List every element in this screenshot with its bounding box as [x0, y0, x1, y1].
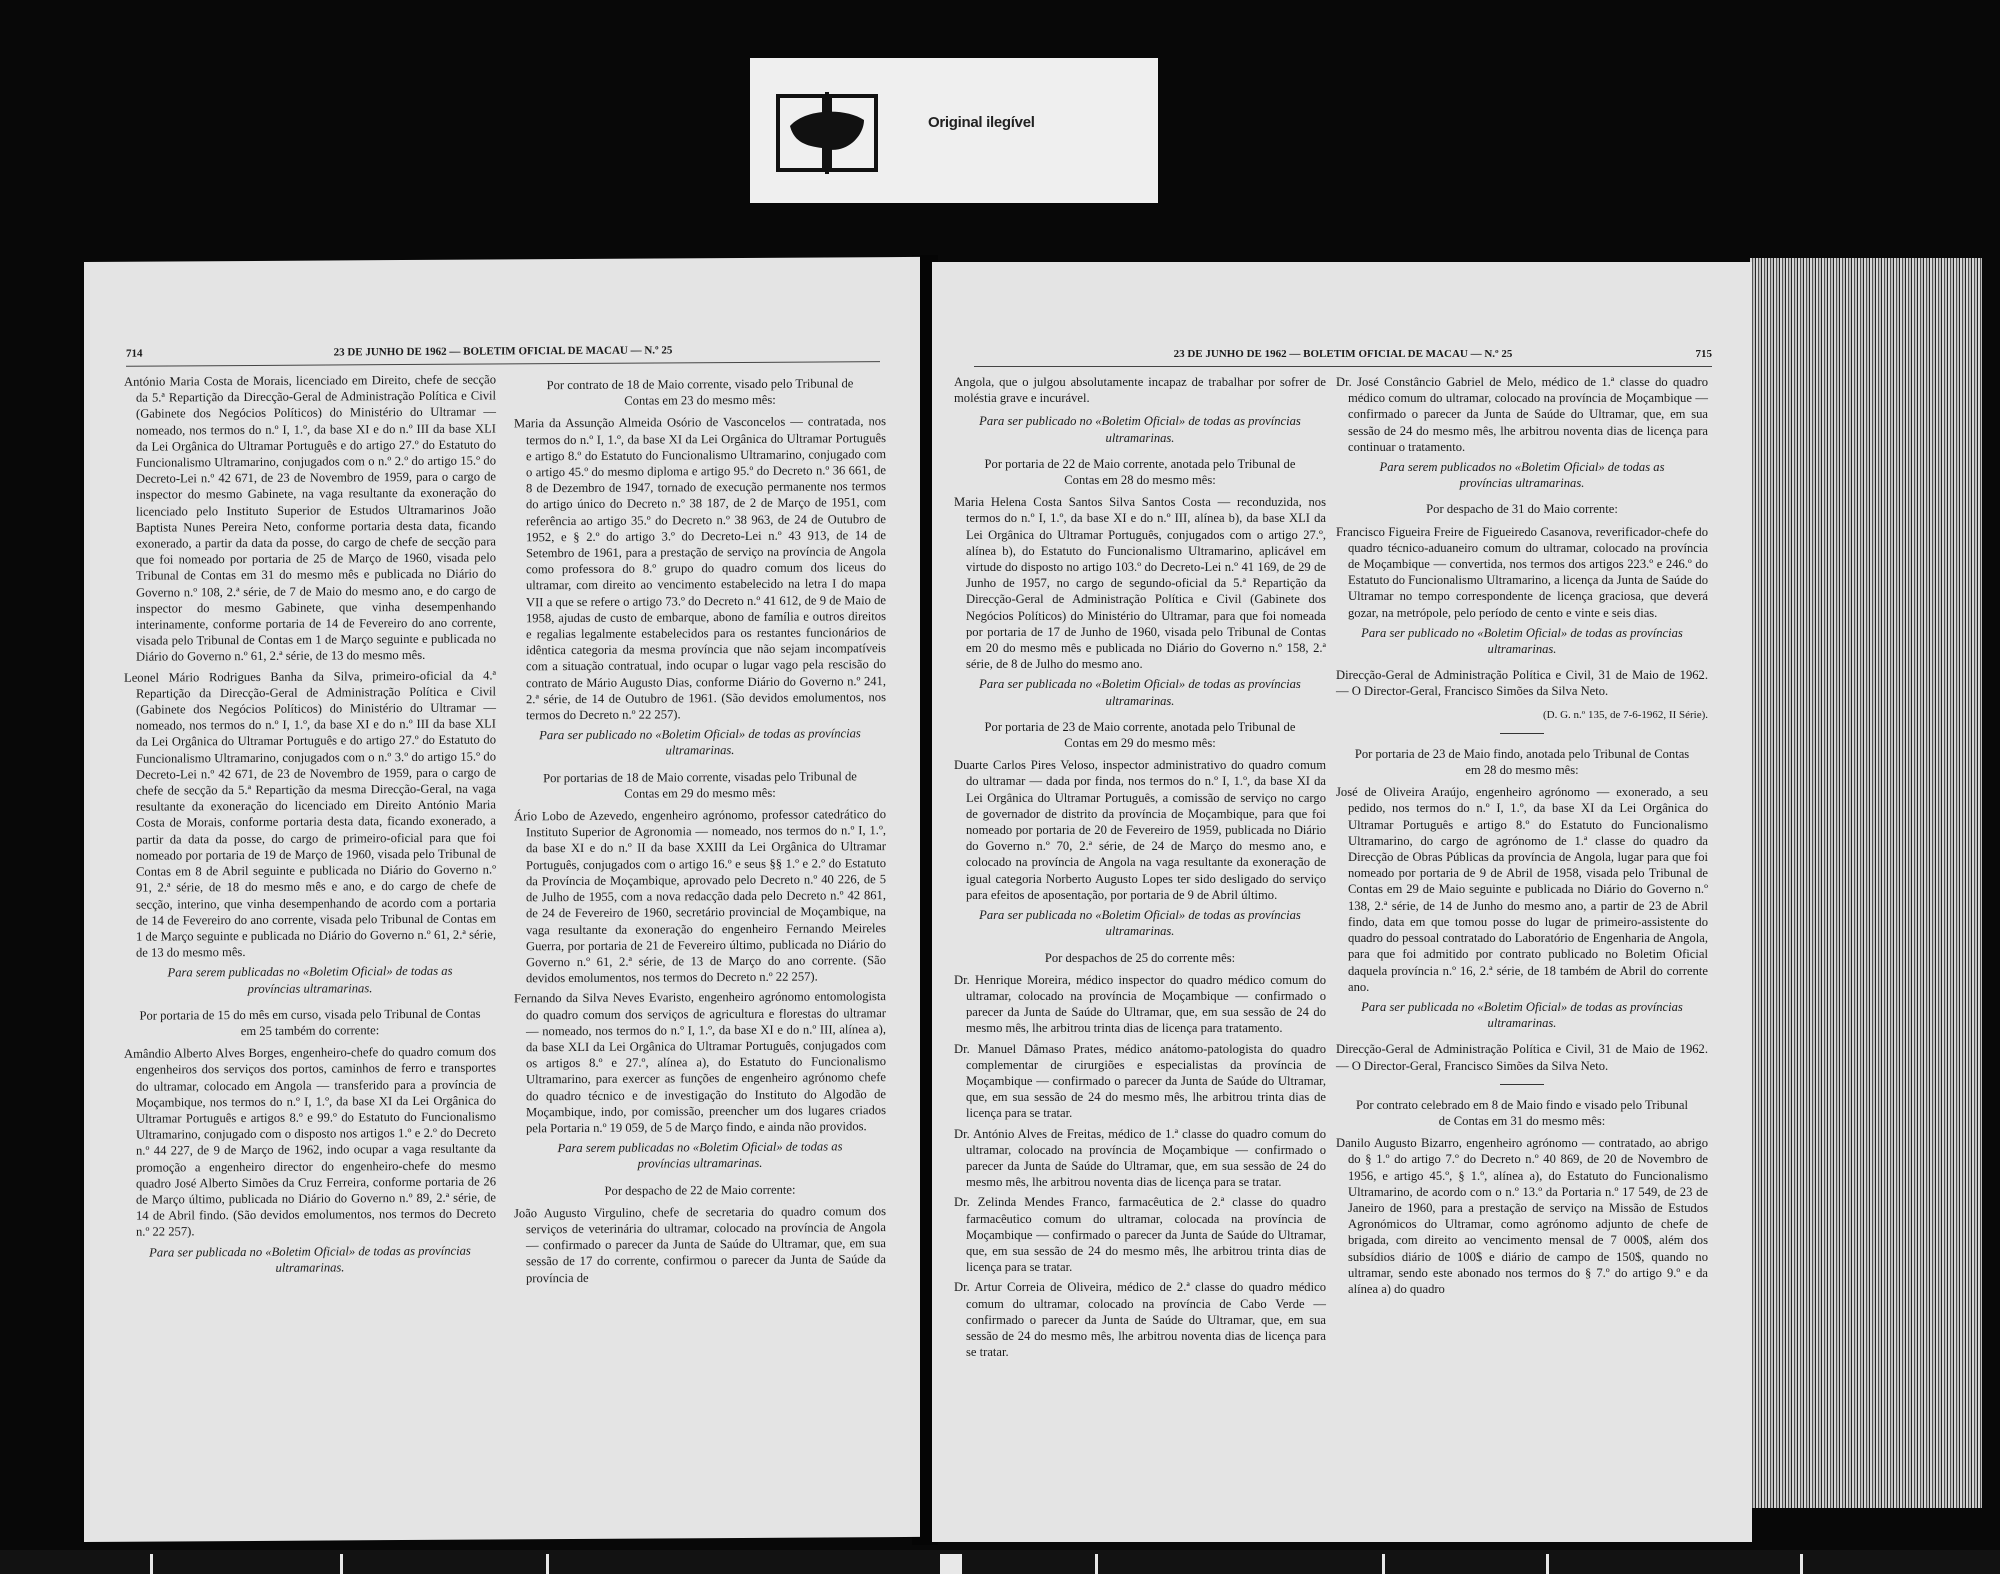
section-heading: Por despacho de 22 de Maio corrente: [604, 1182, 796, 1198]
film-strip [0, 1550, 2000, 1574]
publication-note: Para serem publicados no «Boletim Oficial» de todas as províncias ultramarinas. [1379, 460, 1665, 491]
decree-entry: José de Oliveira Araújo, engenheiro agrónomo — exonerado, a seu pedido, nos termos do n.º I, 1.º, da base XI da Lei Orgânica do Ultramar Português e artigo 8.º do Estatuto do Funcionalismo Ultramarino, do cargo de agrónomo de 1.ª classe do quadro da Direcção de Obras Públicas da província de Angola, lugar para que foi nomeado por portaria de 9 de Abril de 1958, visada pelo Tribunal de Contas em 29 de Maio seguinte e publicada no Diário do Governo n.º 138, 2.ª série, de 14 de Junho do mesmo ano, a partir de 23 de Abril findo, data em que tomou posse do lugar de primeiro-assistente do quadro do pessoal contratado do Laboratório de Engenharia de Angola, para que foi admitido por contrato publicado no Boletim Oficial daquela província n.º 16, 2.ª série, de 18 também de Abril do corrente ano. [1336, 785, 1708, 994]
section-heading: Por despacho de 31 do Maio corrente: [1426, 502, 1618, 517]
publication-note: Para ser publicado no «Boletim Oficial» de todas as províncias ultramarinas. [1361, 625, 1683, 657]
strip-mark [546, 1554, 549, 1574]
publication-note: Para serem publicadas no «Boletim Oficial» de todas as províncias ultramarinas. [167, 964, 453, 996]
publication-note: Para ser publicada no «Boletim Oficial» de todas as províncias ultramarinas. [979, 677, 1301, 708]
open-book-icon [776, 86, 878, 178]
running-head: 23 DE JUNHO DE 1962 — BOLETIM OFICIAL DE MACAU — N.º 25 [1173, 348, 1513, 360]
text-column [1336, 374, 1708, 1301]
text-column [954, 374, 1326, 1364]
page-edges [1750, 258, 1982, 1508]
section-heading: Por contrato de 18 de Maio corrente, visado pelo Tribunal de Contas em 23 do mesmo mês: [546, 376, 854, 408]
section-rule [1500, 1084, 1544, 1085]
decree-entry: Dr. António Alves de Freitas, médico de 1.ª classe do quadro comum do ultramar, colocado na província de Moçambique — confirmado o parecer da Junta de Saúde do Ultramar, que, em sua sessão de 24 do mesmo mês, lhe arbitrou noventa dias de licença para se tratar. [954, 1126, 1326, 1190]
publication-note: Para ser publicada no «Boletim Oficial» de todas as províncias ultramarinas. [1361, 999, 1683, 1031]
paragraph: Direcção-Geral de Administração Política e Civil, 31 de Maio de 1962. — O Director-Geral, Francisco Simões da Silva Neto. [1336, 668, 1708, 699]
publication-note: Para ser publicado no «Boletim Oficial» de todas as províncias ultramarinas. [539, 726, 861, 758]
decree-entry: Dr. Henrique Moreira, médico inspector do quadro médico comum do ultramar, colocado na província de Moçambique — confirmado o parecer da Junta de Saúde do Ultramar, que, em sua sessão de 24 do mesmo mês, lhe arbitrou trinta dias de licença para tratamento. [954, 972, 1326, 1036]
section-heading: Por despachos de 25 do corrente mês: [1044, 950, 1236, 965]
strip-mark [940, 1554, 962, 1574]
section-heading: Por portaria de 22 de Maio corrente, anotada pelo Tribunal de Contas em 28 do mesmo mês: [984, 456, 1296, 488]
decree-entry: Dr. José Constâncio Gabriel de Melo, médico de 1.ª classe do quadro médico comum do ultramar, colocado na província de Moçambique — confirmado o parecer da Junta de Saúde do Ultramar, que, em sua sessão de 24 do mesmo mês, lhe arbitrou noventa dias de licença para continuar o tratamento. [1336, 375, 1708, 454]
decree-entry: Dr. Zelinda Mendes Franco, farmacêutica de 2.ª classe do quadro farmacêutico comum do ultramar, colocada na província de Moçambique — confirmado o parecer da Junta de Saúde do Ultramar, que, em sua sessão de 24 do mesmo mês, lhe arbitrou trinta dias de licença para se tratar. [954, 1195, 1326, 1275]
publication-note: Para ser publicada no «Boletim Oficial» de todas as províncias ultramarinas. [979, 908, 1301, 939]
decree-entry: António Maria Costa de Morais, licenciado em Direito, chefe de secção da 5.ª Repartição da Direcção-Geral de Administração Política e Civil (Gabinete dos Negócios Políticos) do Ministério do Ultramar — nomeado, nos termos do n.º I, 1.º, da base XI e do n.º III da base XLI da Lei Orgânica do Ultramar Português e do artigo 27.º do Estatuto do Funcionalismo Ultramarino, conjugados com o n.º 2.º do artigo 15.º do Decreto-Lei n.º 42 671, de 23 de Novembro de 1959, para o cargo de inspector do mesmo Gabinete, na vaga resultante da exoneração do licenciado pelo Instituto Superior de Estudos Ultramarinos João Baptista Nunes Pereira Neto, conforme portaria desta data, ficando exonerado, a partir da data da posse, do cargo de chefe de secção para que foi nomeado por portaria de 25 de Março de 1960, visada pelo Tribunal de Contas em 31 do mesmo mês e publicada no Diário do Governo n.º 108, 2.ª série, de 7 de Maio do mesmo ano, e do cargo de inspector do mesmo Gabinete, que vinha desempenhando interinamente, conforme portaria de 14 de Fevereiro do ano corrente, visada pelo Tribunal de Contas em 1 de Março seguinte e publicada no Diário do Governo n.º 61, 2.ª série, de 13 do mesmo mês. [124, 372, 496, 665]
label-card [750, 58, 1158, 203]
decree-entry: Amândio Alberto Alves Borges, engenheiro-chefe do quadro comum dos engenheiros dos serviços dos portos, caminhos de ferro e transportes do ultramar, colocado em Angola — transferido para a província de Moçambique, nos termos do n.º I, 1.º, da base XI da Lei Orgânica do Ultramar Português e artigos 8.º e 99.º do Estatuto do Funcionalismo Ultramarino, conjugado com o disposto nos artigos 1.º e 2.º do Decreto n.º 44 227, de 9 de Março de 1962, indo ocupar a vaga resultante da promoção a engenheiro director do engenheiro-chefe do mesmo quadro José Alberto Simões da Cruz Ferreira, conforme portaria de 26 de Março último, publicada no Diário do Governo n.º 89, 2.ª série, de 14 de Abril findo. (São devidos emolumentos, nos termos do Decreto n.º 22 257). [124, 1044, 496, 1240]
section-heading: Por portaria de 23 de Maio corrente, anotada pelo Tribunal de Contas em 29 do mesmo mês: [984, 719, 1296, 751]
strip-mark [1382, 1554, 1385, 1574]
page-number: 714 [126, 347, 143, 360]
decree-entry: João Augusto Virgulino, chefe de secretaria do quadro comum dos serviços de veterinária do ultramar, colocado na província de Angola — confirmado o parecer da Junta de Saúde do Ultramar, que, em sua sessão de 17 do corrente, confirmou o parecer da Junta de Saúde da província de [514, 1203, 886, 1285]
paragraph: Direcção-Geral de Administração Política e Civil, 31 de Maio de 1962. — O Director-Geral, Francisco Simões da Silva Neto. [1336, 1042, 1708, 1073]
running-head: 23 DE JUNHO DE 1962 — BOLETIM OFICIAL DE MACAU — N.º 25 [333, 344, 673, 359]
decree-entry: Dr. Artur Correia de Oliveira, médico de 2.ª classe do quadro médico comum do ultramar, colocado na província de Cabo Verde — confirmado o parecer da Junta de Saúde do Ultramar, que, em sua sessão de 24 do mesmo mês, lhe arbitrou noventa dias de licença para se tratar. [954, 1280, 1326, 1360]
publication-note: Para ser publicado no «Boletim Oficial» de todas as províncias ultramarinas. [979, 414, 1301, 445]
page-header [126, 343, 880, 367]
decree-entry: Danilo Augusto Bizarro, engenheiro agrónomo — contratado, ao abrigo do § 1.º do artigo 7.º do Decreto n.º 40 869, de 20 de Novembro de 1956, e artigo 45.º, § 1.º, alínea a), do Estatuto do Funcionalismo Ultramarino, de acordo com o n.º 13.º da Portaria n.º 17 549, de 23 de Janeiro de 1960, para a prestação de serviço na Missão de Estudos Agronómicos do Ultramar, como agrónomo adjunto de chefe de brigada, com direito ao vencimento mensal de 7 000$, além dos subsídios diário de 100$ e diário de campo de 150$, quando no ultramar, sendo este abonado nos termos do § 7.º do artigo 9.º e da alínea a) do quadro [1336, 1136, 1708, 1296]
strip-mark [340, 1554, 343, 1574]
strip-mark [1800, 1554, 1803, 1574]
strip-mark [150, 1554, 153, 1574]
page-header [974, 348, 1712, 367]
page-number: 715 [1695, 348, 1712, 360]
source-citation: (D. G. n.º 135, de 7-6-1962, II Série). [1542, 708, 1708, 721]
publication-note: Para ser publicada no «Boletim Oficial» de todas as províncias ultramarinas. [149, 1243, 471, 1275]
decree-entry: Maria da Assunção Almeida Osório de Vasconcelos — contratada, nos termos do n.º I, 1.º, da base XI da Lei Orgânica do Ultramar Português e artigo 8.º do Estatuto do Funcionalismo Ultramarino, conjugado com o artigo 45.º do mesmo diploma e artigo 95.º do Decreto n.º 36 661, de 8 de Dezembro de 1947, tornado de execução permanente nos termos do artigo único do Decreto n.º 38 187, de 2 de Março de 1951, com referência ao artigo 35.º do Decreto n.º 38 963, de 24 de Outubro de 1952, e § 2.º do artigo 3.º do Decreto-Lei n.º 43 913, de 14 de Setembro de 1961, para a prestação de serviço na província de Angola como professora do 8.º grupo do quadro comum dos liceus do ultramar, com direito ao vencimento estabelecido na letra I do mapa VII a que se refere o artigo 73.º do Decreto n.º 41 612, de 9 de Maio de 1958, ajudas de custo de embarque, abono de família e outros direitos e regalias legalmente estabelecidos para os restantes funcionários de idêntica categoria da mesma província que não sejam incompatíveis com a situação contratual, indo ocupar o lugar vago pela rescisão do contrato de Mário Augusto Dias, conforme Diário do Governo n.º 241, 2.ª série, de 14 de Outubro de 1961. (São devidos emolumentos, nos termos do Decreto n.º 22 257). [514, 414, 886, 723]
right-page [932, 262, 1752, 1542]
decree-entry: Dr. Manuel Dâmaso Prates, médico anátomo-patologista do quadro complementar de cirurgiões e especialistas da província de Moçambique — confirmado o parecer da Junta de Saúde do Ultramar, que, em sua sessão de 24 do mesmo mês, lhe arbitrou trinta dias de licença para se tratar. [954, 1041, 1326, 1121]
left-page [84, 257, 920, 1542]
strip-mark [1095, 1554, 1098, 1574]
strip-mark [1546, 1554, 1549, 1574]
decree-entry: Duarte Carlos Pires Veloso, inspector administrativo do quadro comum do ultramar — dada por finda, nos termos do n.º I, 1.º, da base XI da Lei Orgânica do Ultramar Português, a comissão de serviço no cargo de governador de distrito da província de Moçambique, para que foi nomeado por portaria de 20 de Fevereiro de 1959, publicada no Diário do Governo n.º 70, 2.ª série, de 24 de Março do mesmo ano, e colocado na província de Angola na vaga resultante da exoneração de igual categoria Norberto Augusto Lopes ter sido desligado do serviço para efeitos de aposentação, por portaria de 9 de Abril último. [954, 758, 1326, 902]
section-heading: Por portarias de 18 de Maio corrente, visadas pelo Tribunal de Contas em 29 do mesmo mês: [543, 768, 857, 801]
decree-entry: Leonel Mário Rodrigues Banha da Silva, primeiro-oficial da 4.ª Repartição da Direcção-Geral de Administração Política e Civil (Gabinete dos Negócios Políticos) do Ministério do Ultramar — nomeado, nos termos do n.º I, 1.º, da base XI e do n.º III da base XLI da Lei Orgânica do Ultramar Português e do artigo 27.º do Estatuto do Funcionalismo Ultramarino, conjugados com o n.º 3.º do artigo 15.º do Decreto-Lei n.º 42 671, de 23 de Novembro de 1959, para o cargo de chefe de secção da 5.ª Repartição da mesma Direcção-Geral, na vaga resultante da exoneração do licenciado em Direito António Maria Costa de Morais, conforme portaria desta data, ficando exonerado, a partir da data da posse, do cargo de primeiro-oficial para que foi nomeado por portaria de 19 de Março de 1960, visada pelo Tribunal de Contas em 8 de Abril seguinte e publicada no Diário do Governo n.º 91, 2.ª série, de 18 do mesmo mês e ano, e do cargo de chefe de secção, interino, que vinha desempenhando de acordo com a portaria de 14 de Fevereiro do ano corrente, visada pelo Tribunal de Contas em 1 de Março seguinte e publicada no Diário do Governo n.º 61, 2.ª série, de 13 do mesmo mês. [124, 668, 496, 960]
text-column [124, 371, 496, 1286]
section-heading: Por portaria de 15 do mês em curso, visada pelo Tribunal de Contas em 25 também do corrente: [139, 1006, 481, 1038]
section-heading: Por contrato celebrado em 8 de Maio findo e visado pelo Tribunal de Contas em 31 do mesmo mês: [1356, 1097, 1688, 1128]
section-rule [1500, 733, 1544, 734]
publication-note: Para serem publicadas no «Boletim Oficial» de todas as províncias ultramarinas. [557, 1139, 843, 1171]
section-heading: Por portaria de 23 de Maio findo, anotada pelo Tribunal de Contas em 28 do mesmo mês: [1354, 746, 1690, 778]
text-column [514, 369, 886, 1290]
paragraph: Angola, que o julgou absolutamente incapaz de trabalhar por sofrer de moléstia grave e incurável. [954, 375, 1326, 406]
decree-entry: Fernando da Silva Neves Evaristo, engenheiro agrónomo entomologista do quadro comum dos serviços de agricultura e florestas do ultramar — nomeado, nos termos do n.º I, 1.º, da base XI e do n.º III, alínea a), da base XLI da Lei Orgânica do Ultramar Português, conjugados com os artigos 8.º e 27.º, alínea a), do Estatuto do Funcionalismo Ultramarino, para exercer as funções de engenheiro agrónomo chefe do quadro técnico e de investigação do Instituto do Algodão de Moçambique, indo, por comissão, preencher um dos lugares criados pela Portaria n.º 19 059, de 5 de Março findo, e ainda não providos. [514, 989, 886, 1136]
label-text: Original ilegível [928, 114, 1035, 131]
decree-entry: Maria Helena Costa Santos Silva Santos Costa — reconduzida, nos termos do n.º I, 1.º, da base XI e do n.º III, alínea b), da base XLI da Lei Orgânica do Ultramar Português, conjugados com o artigo 27.º, alínea b), do Estatuto do Funcionalismo Ultramarino, aplicável em virtude do disposto no artigo 103.º do Decreto-Lei n.º 41 169, de 29 de Junho de 1957, no cargo de segundo-oficial da 5.ª Repartição da Direcção-Geral de Administração Política e Civil (Gabinete dos Negócios Políticos) do Ministério do Ultramar, para que foi nomeada por portaria de 17 de Junho de 1960, visada pelo Tribunal de Contas em 20 do mesmo mês e publicada no Diário do Governo n.º 158, 2.ª série, de 8 de Julho do mesmo ano. [954, 495, 1326, 672]
decree-entry: Francisco Figueira Freire de Figueiredo Casanova, reverificador-chefe do quadro técnico-aduaneiro comum do ultramar, colocado na província de Moçambique — convertida, nos termos dos artigos 223.º e 246.º do Estatuto do Funcionalismo Ultramarino, a licença da Junta de Saúde do Ultramar no tempo correspondente de licença graciosa, que deverá gozar, na metrópole, pelo período de cento e vinte e seis dias. [1336, 524, 1708, 620]
decree-entry: Ário Lobo de Azevedo, engenheiro agrónomo, professor catedrático do Instituto Superior de Agronomia — nomeado, nos termos do n.º I, 1.º, da base XI e do n.º II da base XXIII da Lei Orgânica do Ultramar Português, conjugados com o artigo 16.º e seus §§ 1.º e 2.º do Estatuto da Província de Moçambique, aprovado pelo Decreto n.º 40 226, de 5 de Julho de 1955, com a nova redacção dada pelo Decreto n.º 42 861, de 24 de Fevereiro de 1960, secretário provincial de Moçambique, na vaga resultante da exoneração do engenheiro Fernando Meireles Guerra, por portaria de 21 de Fevereiro último, publicada no Diário do Governo n.º 61, 2.ª série, de 13 de Março do ano corrente. (São devidos emolumentos, nos termos do Decreto n.º 22 257). [514, 807, 886, 986]
